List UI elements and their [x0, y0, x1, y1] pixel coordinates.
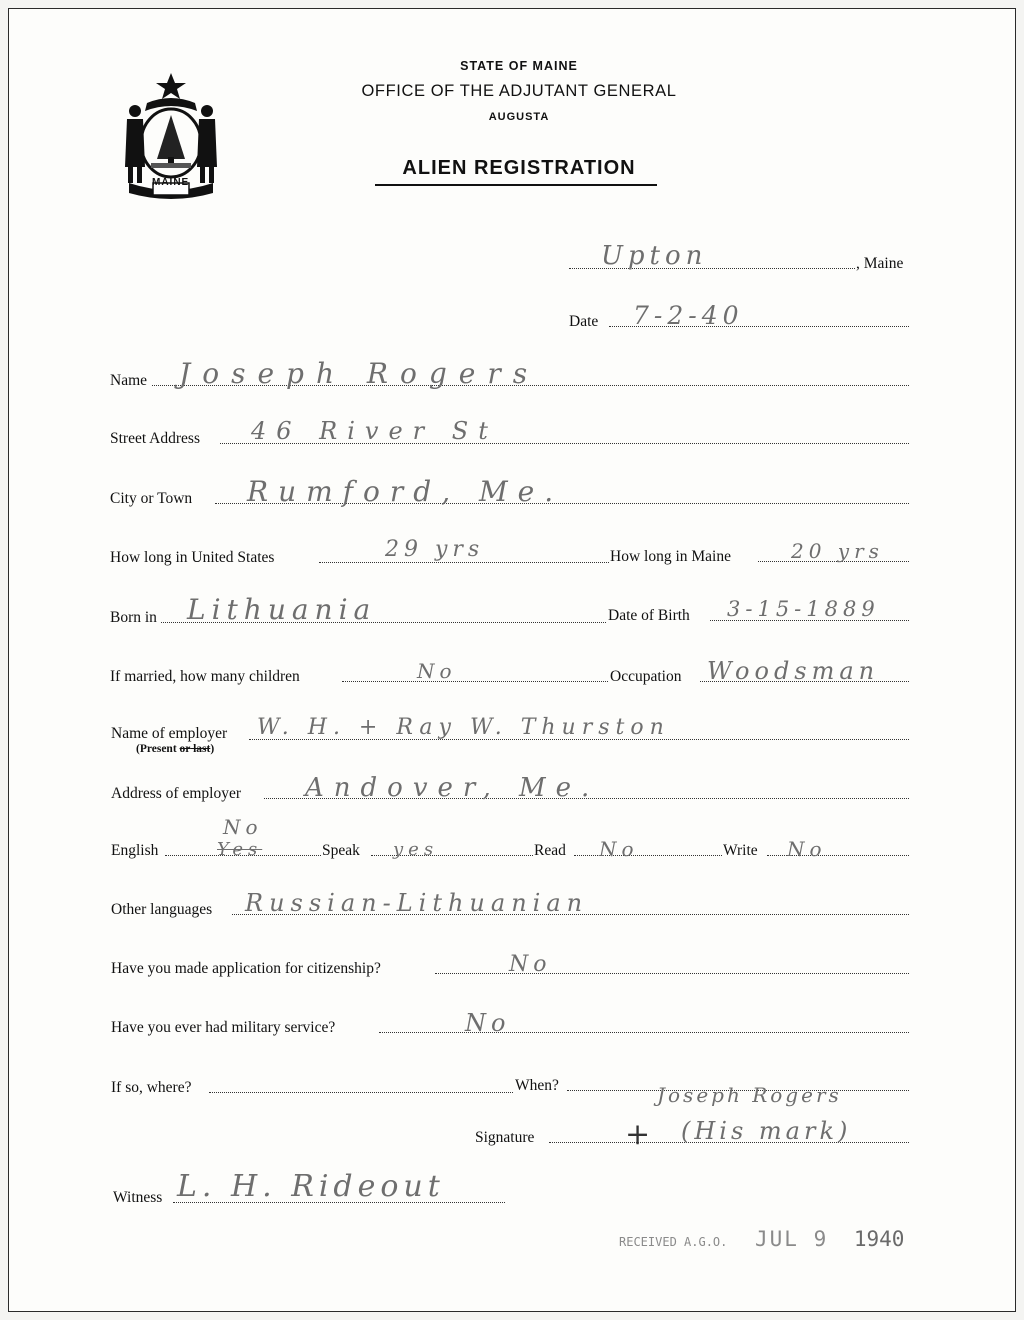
date-value: 7-2-40: [633, 301, 744, 330]
street-address-value: 46 River St: [251, 417, 498, 445]
how-long-us-value: 29 yrs: [385, 537, 485, 562]
occupation-label: Occupation: [610, 668, 682, 685]
employer-label: Name of employer: [111, 725, 228, 742]
born-in-label: Born in: [110, 609, 157, 626]
form-page: [8, 8, 1016, 1312]
how-long-maine-value: 20 yrs: [791, 539, 884, 563]
write-value: No: [787, 837, 827, 861]
date-label: Date: [569, 313, 599, 330]
speak-label: Speak: [322, 842, 360, 859]
read-line: [574, 855, 722, 856]
children-label: If married, how many children: [110, 668, 300, 685]
how-long-us-label: How long in United States: [110, 549, 275, 566]
military-value: No: [465, 1009, 511, 1037]
english-label: English: [111, 842, 159, 859]
stamp-month-day: JUL 9: [755, 1227, 829, 1251]
military-label: Have you ever had military service?: [111, 1019, 336, 1036]
employer-value: W. H. + Ray W. Thurston: [257, 715, 670, 740]
title-underline: [375, 184, 657, 186]
read-label: Read: [534, 842, 566, 859]
name-value: Joseph Rogers: [179, 357, 540, 390]
form-title: ALIEN REGISTRATION: [402, 157, 636, 179]
maine-label: , Maine: [856, 255, 904, 272]
where-label: If so, where?: [111, 1079, 192, 1096]
other-languages-label: Other languages: [111, 901, 213, 918]
street-address-label: Street Address: [110, 430, 200, 447]
signature-label: Signature: [475, 1129, 535, 1146]
signature-mark-value: +: [625, 1117, 656, 1152]
where-line: [209, 1092, 513, 1093]
english-crossed-value: Yes: [217, 839, 263, 860]
children-line: [342, 681, 608, 682]
received-stamp: [619, 1227, 904, 1251]
header-office: OFFICE OF THE ADJUTANT GENERAL: [361, 82, 677, 100]
employer-address-label: Address of employer: [111, 785, 241, 802]
employer-note: (Present or last): [136, 743, 215, 755]
city-label: City or Town: [110, 490, 193, 507]
header-city: AUGUSTA: [488, 111, 550, 123]
citizenship-value: No: [509, 952, 552, 977]
witness-value: L. H. Rideout: [177, 1169, 445, 1204]
how-long-us-line: [319, 562, 609, 563]
citizenship-line: [435, 973, 909, 974]
military-line: [379, 1032, 909, 1033]
town-value: Upton: [601, 241, 708, 271]
employer-address-value: Andover, Me.: [305, 773, 600, 803]
header-state: STATE OF MAINE: [460, 59, 578, 73]
name-label: Name: [110, 372, 148, 389]
write-label: Write: [723, 842, 758, 859]
stamp-received: RECEIVED A.G.O.: [619, 1235, 728, 1249]
date-of-birth-value: 3-15-1889: [727, 597, 880, 621]
occupation-value: Woodsman: [707, 657, 880, 685]
children-value: No: [417, 659, 457, 683]
city-value: Rumford, Me.: [247, 475, 564, 508]
stamp-year: 1940: [853, 1227, 905, 1251]
date-of-birth-label: Date of Birth: [608, 607, 690, 624]
witness-label: Witness: [113, 1189, 163, 1206]
speak-value: yes: [393, 839, 439, 860]
born-in-value: Lithuania: [187, 593, 377, 626]
how-long-maine-label: How long in Maine: [610, 548, 731, 565]
citizenship-label: Have you made application for citizenship?: [111, 960, 381, 977]
read-value: No: [599, 837, 639, 861]
signature-name-value: Joseph Rogers: [657, 1083, 842, 1107]
other-languages-value: Russian-Lithuanian: [245, 889, 589, 917]
signature-mark-note-value: (His mark): [681, 1117, 852, 1145]
english-corrected-value: No: [223, 815, 263, 839]
when-label: When?: [515, 1077, 559, 1094]
seal-lettering: MAINE: [152, 177, 190, 188]
